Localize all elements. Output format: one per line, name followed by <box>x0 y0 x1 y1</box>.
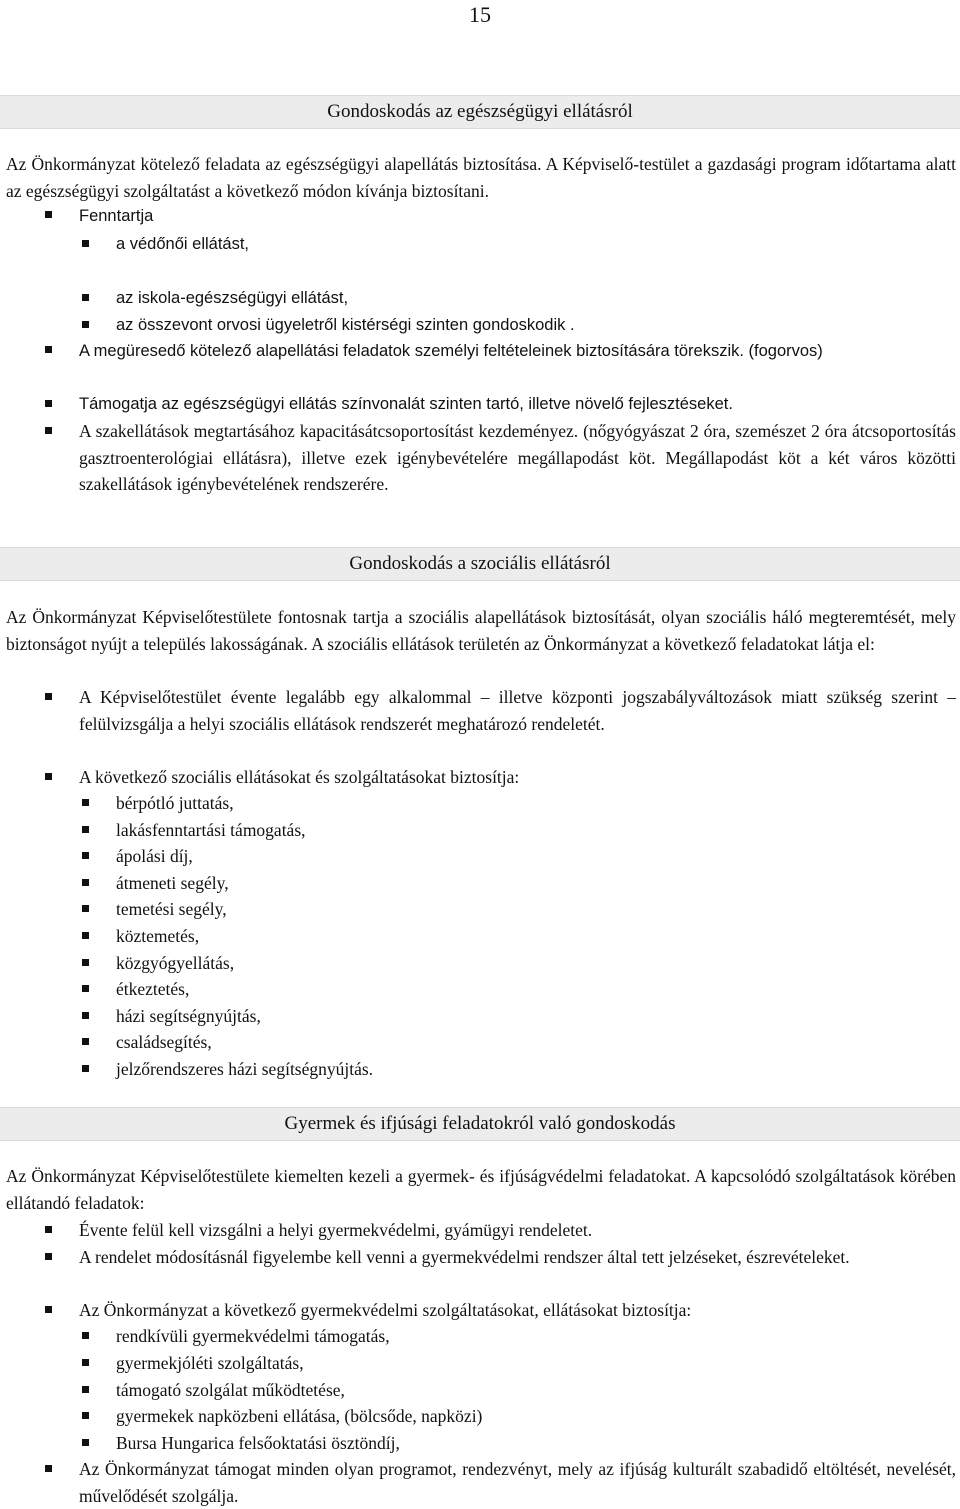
bullet-icon <box>82 932 89 939</box>
social-intro-paragraph: Az Önkormányzat Képviselőtestülete fontosnak tartja a szociális alapellátások biztosítását, olyan szociális háló megteremtését, mely biztonságot nyújt a település lakosságának. A szociális ellátások területén az Önkormányzat a következő feladatokat látja el: <box>6 607 956 654</box>
page-number: 15 <box>469 2 491 27</box>
youth-sub-item: gyermekjóléti szolgáltatás, <box>116 1353 304 1373</box>
bullet-icon <box>45 427 52 434</box>
youth-sub-item: Bursa Hungarica felsőoktatási ösztöndíj, <box>116 1433 400 1453</box>
social-sub-item: átmeneti segély, <box>116 873 229 893</box>
youth-intro-paragraph: Az Önkormányzat Képviselőtestülete kiemelten kezeli a gyermek- és ifjúságvédelmi feladatokat. A kapcsolódó szolgáltatások körében ellátandó feladatok: <box>6 1166 956 1213</box>
bullet-icon <box>45 773 52 780</box>
bullet-icon <box>45 1306 52 1313</box>
section-heading-youth: Gyermek és ifjúsági feladatokról való gondoskodás <box>0 1107 960 1141</box>
social-sub-item: étkeztetés, <box>116 979 190 999</box>
bullet-icon <box>82 1439 89 1446</box>
health-sub-item: a védőnői ellátást, <box>116 235 250 253</box>
health-sub-item: az iskola-egészségügyi ellátást, <box>116 289 349 307</box>
social-sub-item: bérpótló juttatás, <box>116 793 234 813</box>
bullet-icon <box>45 211 52 218</box>
health-item-support: Támogatja az egészségügyi ellátás színvonalát szinten tartó, illetve növelő fejlesztéseket. <box>79 395 733 413</box>
bullet-icon <box>82 1065 89 1072</box>
youth-item-amend: A rendelet módosításnál figyelembe kell venni a gyermekvédelmi rendszer által tett jelzéseket, észrevételeket. <box>79 1247 850 1267</box>
youth-sub-item: rendkívüli gyermekvédelmi támogatás, <box>116 1326 390 1346</box>
health-item-vacancy: A megüresedő kötelező alapellátási feladatok személyi feltételeinek biztosítására törekszik. (fogorvos) <box>79 342 823 360</box>
bullet-icon <box>82 321 89 328</box>
bullet-icon <box>82 879 89 886</box>
section-heading-social: Gondoskodás a szociális ellátásról <box>0 547 960 581</box>
fenntartja-label: Fenntartja <box>79 207 154 225</box>
social-item-provides: A következő szociális ellátásokat és szolgáltatásokat biztosítja: <box>79 767 520 787</box>
bullet-icon <box>82 799 89 806</box>
youth-sub-item: támogató szolgálat működtetése, <box>116 1380 345 1400</box>
bullet-icon <box>82 1332 89 1339</box>
bullet-icon <box>82 1359 89 1366</box>
social-sub-item: jelzőrendszeres házi segítségnyújtás. <box>116 1059 374 1079</box>
youth-sub-item: gyermekek napközbeni ellátása, (bölcsőde, napközi) <box>116 1406 483 1426</box>
section-heading-health: Gondoskodás az egészségügyi ellátásról <box>0 95 960 129</box>
social-sub-item: közgyógyellátás, <box>116 953 235 973</box>
bullet-icon <box>82 959 89 966</box>
bullet-icon <box>82 1386 89 1393</box>
bullet-icon <box>82 985 89 992</box>
social-sub-item: köztemetés, <box>116 926 200 946</box>
health-item-specialist: A szakellátások megtartásához kapacitásátcsoportosítást kezdeményez. (nőgyógyászat 2 óra, szemészet 2 óra átcsoportosítás gasztroenterológiai ellátásra), illetve ezek igénybevételére megállapodást köt. Megállapodást köt a két város közötti szakellátások igénybevételének rendszerére. <box>79 421 956 494</box>
bullet-icon <box>82 240 89 247</box>
youth-item-yearly: Évente felül kell vizsgálni a helyi gyermekvédelmi, gyámügyi rendeletet. <box>79 1220 593 1240</box>
social-sub-item: ápolási díj, <box>116 846 193 866</box>
bullet-icon <box>45 1465 52 1472</box>
bullet-icon <box>82 852 89 859</box>
bullet-icon <box>82 294 89 301</box>
bullet-icon <box>45 1226 52 1233</box>
bullet-icon <box>82 1012 89 1019</box>
health-sub-item: az összevont orvosi ügyeletről kistérségi szinten gondoskodik . <box>116 316 575 334</box>
bullet-icon <box>82 1038 89 1045</box>
health-intro-paragraph: Az Önkormányzat kötelező feladata az egészségügyi alapellátás biztosítása. A Képviselő-testület a gazdasági program időtartama alatt az egészségügyi szolgáltatást a következő módon kívánja biztosítani. <box>6 154 956 201</box>
bullet-icon <box>45 346 52 353</box>
social-sub-item: házi segítségnyújtás, <box>116 1006 261 1026</box>
social-sub-item: lakásfenntartási támogatás, <box>116 820 306 840</box>
bullet-icon <box>82 1412 89 1419</box>
bullet-icon <box>45 400 52 407</box>
social-sub-item: temetési segély, <box>116 899 227 919</box>
social-item-review: A Képviselőtestület évente legalább egy alkalommal – illetve központi jogszabályváltozások miatt szükség szerint – felülvizsgálja a helyi szociális ellátások rendszerét meghatározó rendeletét. <box>79 687 956 734</box>
youth-item-programs: Az Önkormányzat támogat minden olyan programot, rendezvényt, mely az ifjúság kulturált szabadidő eltöltését, nevelését, művelődését szolgálja. <box>79 1459 956 1506</box>
bullet-icon <box>82 905 89 912</box>
bullet-icon <box>82 826 89 833</box>
bullet-icon <box>45 1253 52 1260</box>
social-sub-item: családsegítés, <box>116 1032 212 1052</box>
bullet-icon <box>45 693 52 700</box>
youth-item-services: Az Önkormányzat a következő gyermekvédelmi szolgáltatásokat, ellátásokat biztosítja: <box>79 1300 692 1320</box>
